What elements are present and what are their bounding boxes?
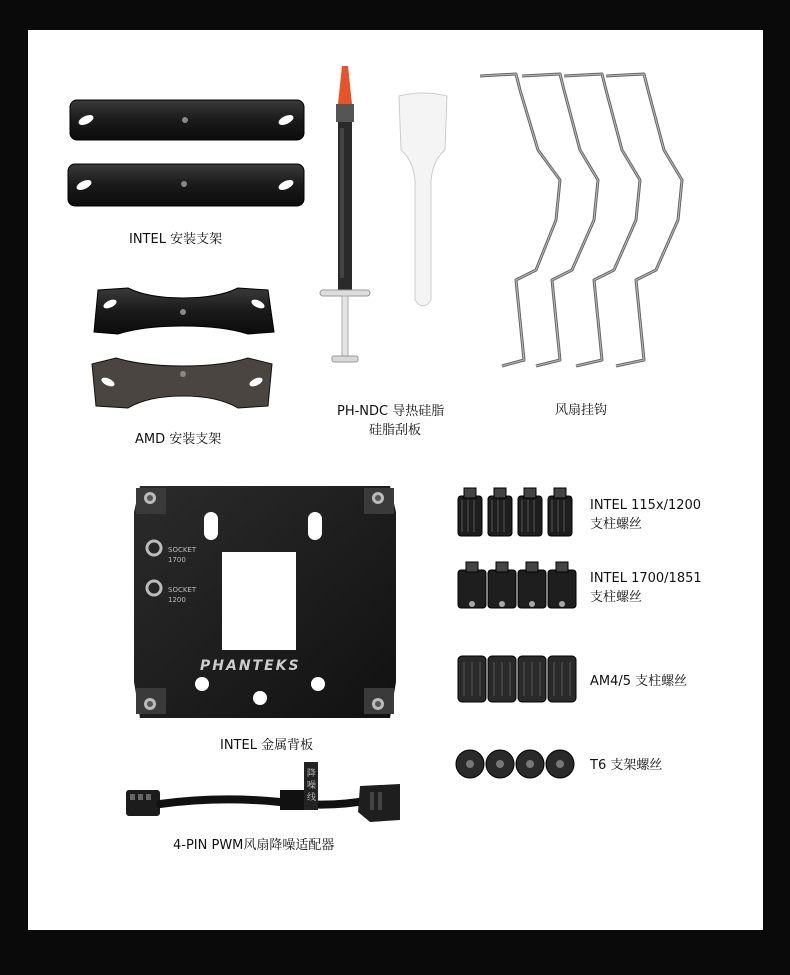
t6-screws-image <box>454 744 579 784</box>
intel-bracket-image <box>66 98 311 213</box>
svg-text:线: 线 <box>307 793 317 803</box>
thermal-paste-label-line1: PH-NDC 导热硅脂 <box>337 404 445 419</box>
svg-text:SOCKET: SOCKET <box>168 546 197 554</box>
amd-bracket-image <box>88 282 278 412</box>
intel-backplate-image <box>130 482 400 722</box>
standoff-intel-1700-label-line2: 支柱螺丝 <box>590 590 643 605</box>
amd-bracket-label: AMD 安装支架 <box>135 432 222 447</box>
standoffs-intel-1700-image <box>456 560 581 615</box>
t6-screws-label: T6 支架螺丝 <box>590 758 663 773</box>
fan-clips-label: 风扇挂钩 <box>555 403 608 418</box>
pwm-adapter-cable-image <box>120 760 405 840</box>
product-accessories-panel <box>28 30 763 930</box>
standoffs-am45-image <box>456 652 581 707</box>
svg-text:1200: 1200 <box>168 596 186 604</box>
svg-text:SOCKET: SOCKET <box>168 586 197 594</box>
standoff-intel-115x-label-line1: INTEL 115x/1200 <box>590 498 702 513</box>
standoffs-intel-115x-image <box>456 486 581 541</box>
intel-bracket-label: INTEL 安装支架 <box>129 232 223 247</box>
pwm-adapter-label: 4-PIN PWM风扇降噪适配器 <box>173 838 335 853</box>
standoff-intel-115x-label-line2: 支柱螺丝 <box>590 517 643 532</box>
svg-text:1700: 1700 <box>168 556 186 564</box>
thermal-paste-label-line2: 硅脂刮板 <box>369 423 422 438</box>
svg-text:噪: 噪 <box>307 781 317 791</box>
svg-text:降: 降 <box>307 769 317 779</box>
thermal-paste-spatula-image <box>393 90 453 320</box>
thermal-paste-syringe-image <box>318 64 378 374</box>
intel-backplate-label: INTEL 金属背板 <box>220 738 314 753</box>
standoff-am45-label: AM4/5 支柱螺丝 <box>590 674 688 689</box>
svg-text:PHANTEKS: PHANTEKS <box>200 658 301 674</box>
standoff-intel-1700-label-line1: INTEL 1700/1851 <box>590 571 702 586</box>
fan-clips-image <box>476 70 706 370</box>
